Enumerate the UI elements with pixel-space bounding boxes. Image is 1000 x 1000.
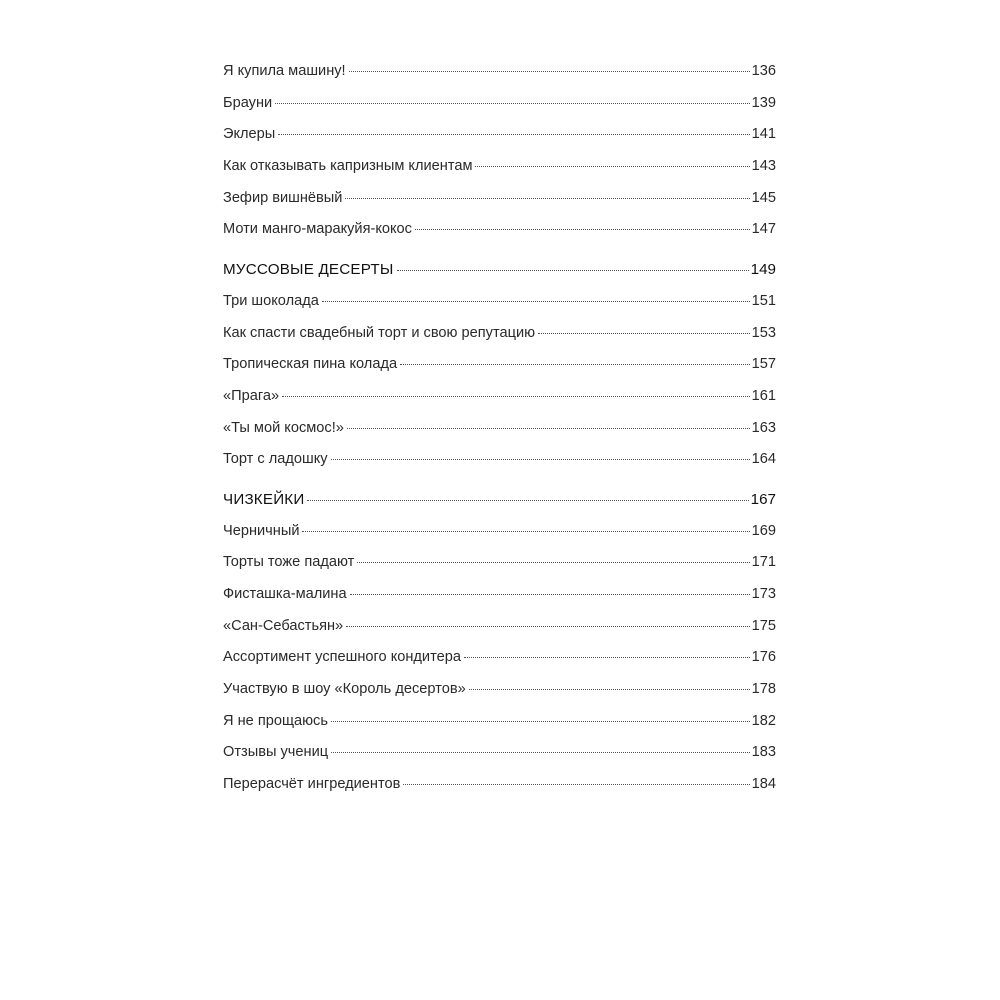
toc-entry-page: 173 [751, 586, 776, 602]
dot-leader [347, 428, 750, 429]
toc-entry-title: Участвую в шоу «Король десертов» [223, 681, 466, 698]
toc-entry-title: Зефир вишнёвый [223, 189, 343, 206]
dot-leader [278, 134, 749, 135]
toc-entry-page: 183 [751, 744, 776, 761]
section-page: 167 [750, 490, 776, 508]
toc-entry [223, 769, 776, 801]
toc-entry [223, 56, 776, 88]
dot-leader [403, 784, 749, 785]
toc-entry-title: «Прага» [223, 387, 280, 404]
toc-entry-page: 139 [751, 94, 776, 111]
dot-leader [275, 103, 749, 104]
toc-section-heading [223, 254, 776, 286]
toc-entry [223, 547, 776, 579]
toc-entry-title: Торт с ладошку [223, 451, 328, 468]
dot-leader [331, 459, 750, 460]
toc-entry [223, 516, 776, 548]
toc-entry [223, 737, 776, 769]
toc-entry-page: 175 [751, 617, 776, 634]
toc-entry-page: 169 [751, 522, 776, 539]
toc-entry-title: «Сан-Себастьян» [223, 617, 344, 634]
dot-leader [357, 562, 749, 563]
dot-leader [464, 657, 750, 658]
dot-leader [322, 301, 750, 302]
toc-entry-page: 163 [751, 419, 776, 436]
dot-leader [307, 500, 748, 501]
toc-entry-page: 153 [751, 324, 776, 341]
toc-entry-title: Я не прощаюсь [223, 712, 328, 729]
section-title: ЧИЗКЕЙКИ [223, 490, 305, 508]
toc-entry-page: 141 [751, 126, 776, 143]
toc-entry-page: 151 [751, 292, 776, 309]
toc-entry [223, 381, 776, 413]
toc-entry [223, 183, 776, 215]
toc-entry [223, 674, 776, 706]
dot-leader [345, 198, 749, 199]
toc-entry-title: Тропическая пина колада [223, 356, 398, 373]
dot-leader [415, 229, 750, 230]
section-page: 149 [750, 261, 776, 279]
dot-leader [350, 594, 750, 595]
toc-entry-title: Ассортимент успешного кондитера [223, 649, 461, 666]
toc-entry-title: Эклеры [223, 126, 276, 143]
toc-entry-title: Моти манго-маракуйя-кокос [223, 221, 412, 238]
toc-entry-title: Перерасчёт ингредиентов [223, 776, 401, 793]
toc-entry-page: 157 [751, 356, 776, 373]
toc-entry-page: 145 [751, 189, 776, 206]
toc-entry-title: Черничный [223, 522, 300, 539]
dot-leader [400, 364, 750, 365]
dot-leader [302, 531, 749, 532]
toc-entry-title: Торты тоже падают [223, 554, 355, 571]
toc-entry [223, 444, 776, 476]
toc-entry [223, 611, 776, 643]
toc-entry [223, 286, 776, 318]
toc-entry [223, 151, 776, 183]
toc-entry-page: 147 [751, 221, 776, 238]
toc-entry-title: Как спасти свадебный торт и свою репутацию [223, 324, 536, 341]
toc-entry-page: 161 [751, 387, 776, 404]
toc-entry-page: 171 [751, 554, 776, 571]
toc-entry-page: 176 [751, 649, 776, 666]
toc-entry-page: 143 [751, 158, 776, 175]
toc-entry-title: Я купила машину! [223, 63, 346, 79]
toc-entry [223, 413, 776, 445]
dot-leader [469, 689, 750, 690]
toc-entry [223, 119, 776, 151]
toc-entry-page: 136 [751, 63, 776, 79]
dot-leader [475, 166, 749, 167]
dot-leader [282, 396, 750, 397]
toc-entry-title: Три шоколада [223, 292, 319, 309]
toc-entry-page: 184 [751, 776, 776, 793]
toc-entry-title: Фисташка-малина [223, 586, 347, 602]
dot-leader [397, 270, 749, 271]
dot-leader [346, 626, 749, 627]
dot-leader [349, 71, 750, 72]
toc-entry-title: Как отказывать капризным клиентам [223, 158, 473, 175]
toc-entry [223, 706, 776, 738]
toc-entry [223, 642, 776, 674]
toc-entry [223, 579, 776, 611]
dot-leader [331, 752, 750, 753]
toc-section-heading [223, 484, 776, 516]
toc-entry-page: 164 [751, 451, 776, 468]
toc-entry [223, 214, 776, 246]
toc-entry [223, 318, 776, 350]
toc-entry-title: Брауни [223, 94, 273, 111]
table-of-contents [223, 56, 776, 801]
toc-entry-page: 182 [751, 712, 776, 729]
dot-leader [331, 721, 750, 722]
dot-leader [538, 333, 750, 334]
toc-entry-title: Отзывы учениц [223, 744, 329, 761]
toc-entry [223, 349, 776, 381]
toc-entry-title: «Ты мой космос!» [223, 419, 344, 436]
toc-entry-page: 178 [751, 681, 776, 698]
section-title: МУССОВЫЕ ДЕСЕРТЫ [223, 261, 394, 279]
toc-entry [223, 88, 776, 120]
